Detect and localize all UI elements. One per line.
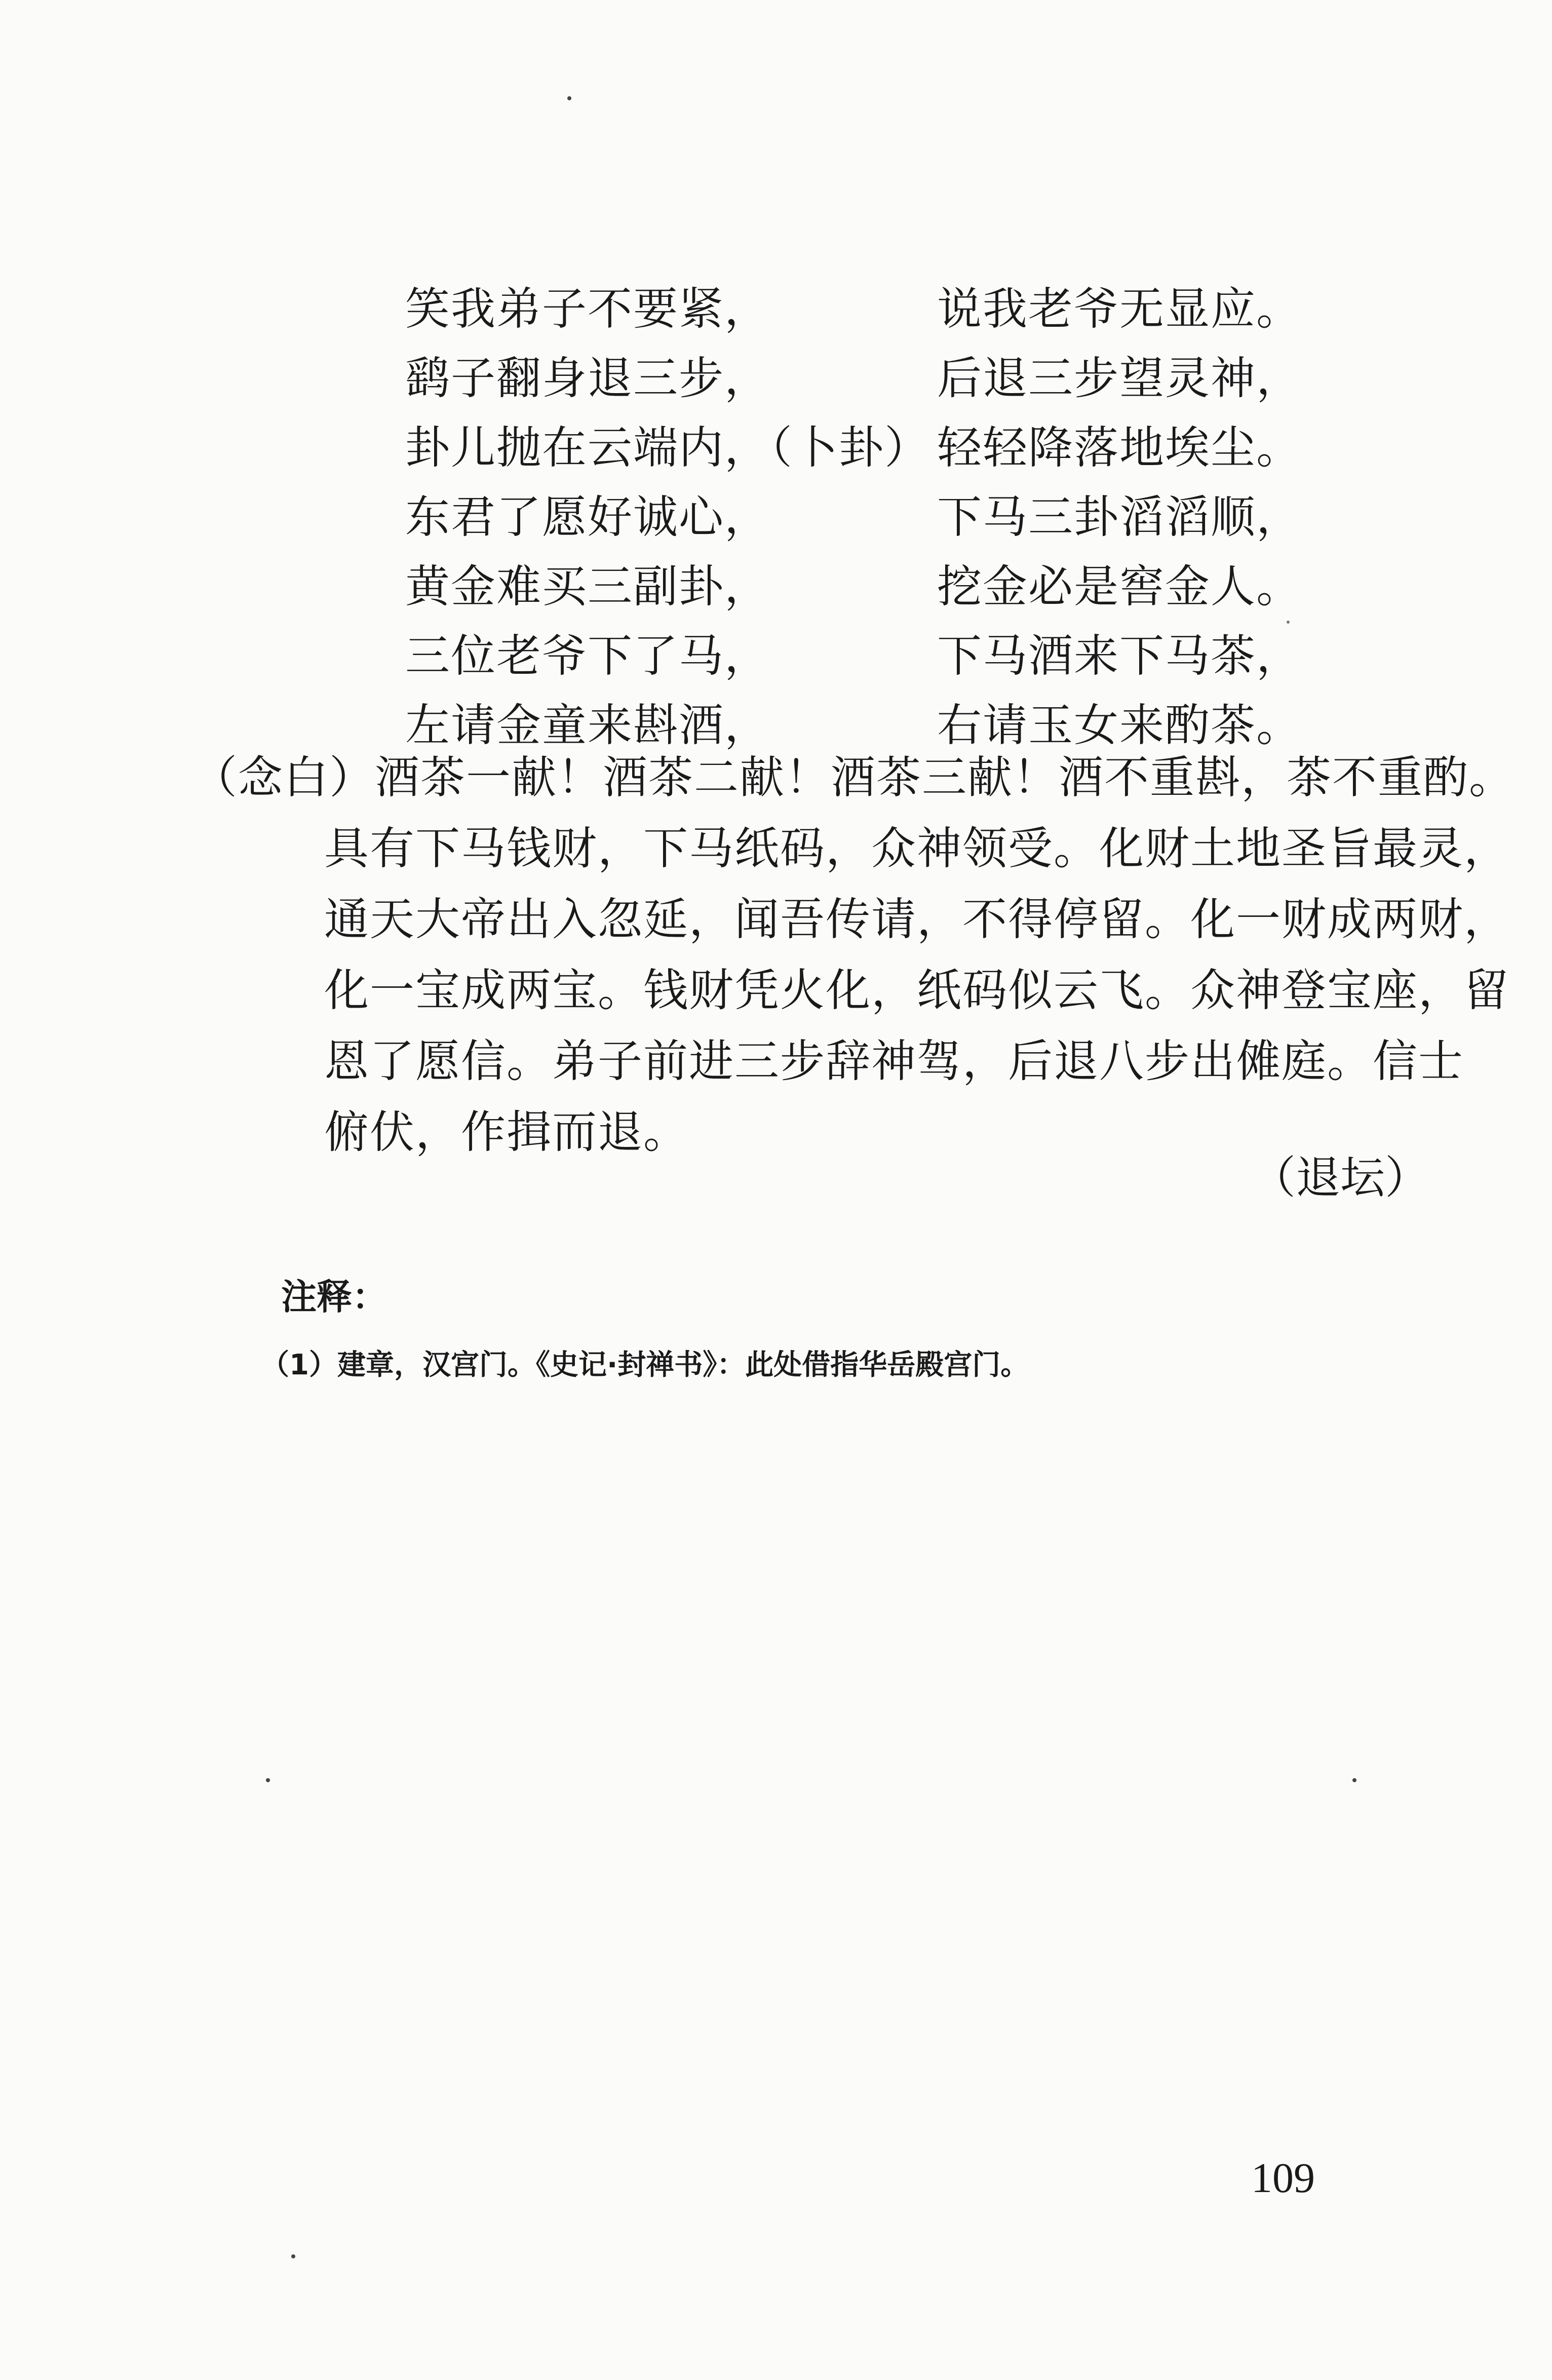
recital-line: 化一宝成两宝。钱财凭火化，纸码似云飞。众神登宝座，留 [324,964,1510,1016]
verse-right: 下马酒来下马茶， [937,630,1302,682]
recital-line: （念白）酒茶一献！酒茶二献！酒茶三献！酒不重斟，茶不重酌。 [192,751,1515,803]
verse-left: 笑我弟子不要紧， [405,283,770,335]
verse-right: 说我老爷无显应。 [937,283,1302,335]
verse-line [0,343,1552,414]
verse-left: 黄金难买三副卦， [405,560,770,612]
verse-line [0,551,1552,622]
verse-left: 左请金童来斟酒， [405,699,770,751]
recital-block [192,742,1515,1168]
verse-left: 三位老爷下了马， [405,630,770,682]
page-number: 109 [1251,2155,1315,2202]
recital-line: 具有下马钱财，下马纸码，众神领受。化财土地圣旨最灵， [324,822,1510,874]
recital-line: 恩了愿信。弟子前进三步辞神驾，后退八步出傩庭。信士 [324,1035,1464,1087]
verse-right: 右请玉女来酌茶。 [937,699,1302,751]
scan-speck [291,2254,295,2258]
verse-left: 卦儿抛在云端内，（卜卦） [405,421,930,474]
verse-left: 鹞子翻身退三步， [405,352,770,404]
verse-right: 轻轻降落地埃尘。 [937,421,1302,474]
recital-line: 通天大帝出入忽延，闻吾传请，不得停留。化一财成两财， [324,893,1510,945]
verse-line [0,482,1552,553]
verse-line [0,621,1552,692]
verse-right: 挖金必是窖金人。 [937,560,1302,612]
stage-direction: （退坛） [1251,1151,1430,1204]
scan-speck [266,1778,270,1782]
scan-speck [567,96,571,100]
notes-title: 注释： [281,1276,387,1318]
note-item: （1）建章，汉宫门。《史记·封禅书》：此处借指华岳殿宫门。 [261,1349,1029,1381]
verse-right: 后退三步望灵神， [937,352,1302,404]
verse-left: 东君了愿好诚心， [405,491,770,543]
scan-speck [1287,621,1290,624]
verse-line [0,412,1552,483]
verse-right: 下马三卦滔滔顺， [937,491,1302,543]
recital-line: 俯伏，作揖而退。 [324,1106,689,1158]
scan-speck [1352,1778,1356,1782]
verse-line [0,274,1552,344]
